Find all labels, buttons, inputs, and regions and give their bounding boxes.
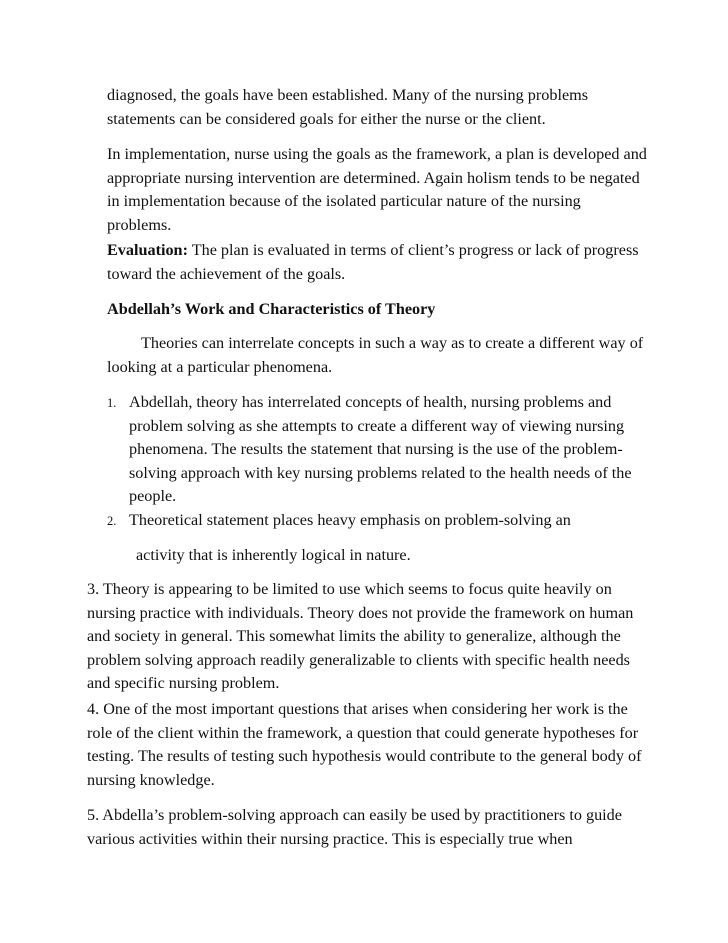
- section-heading: Abdellah’s Work and Characteristics of Theory: [107, 300, 436, 318]
- evaluation-label: Evaluation:: [107, 241, 188, 259]
- evaluation-paragraph: [107, 239, 647, 286]
- list-item-1-number: 1.: [107, 396, 117, 410]
- list-item-1-text: Abdellah, theory has interrelated concepts of health, nursing problems and problem solving as she attempts to create a different way of viewing nursing phenomena. The results the statement that nursing is the use of the problem-solving approach with key nursing problems related to the health needs of the people.: [129, 393, 632, 506]
- list-item-2-number: 2.: [107, 514, 117, 528]
- implementation-paragraph: In implementation, nurse using the goals as the framework, a plan is developed and appropriate nursing intervention are determined. Again holism tends to be negated in implementation because of the isolated particular nature of the nursing problems.: [107, 145, 647, 234]
- point-5-paragraph: 5. Abdella’s problem-solving approach can easily be used by practitioners to guide various activities within their nursing practice. This is especially true when: [87, 806, 622, 848]
- list-item-2-continuation: activity that is inherently logical in nature.: [136, 546, 411, 564]
- point-4-paragraph: 4. One of the most important questions that arises when considering her work is the role of the client within the framework, a question that could generate hypotheses for testing. The results of testing such hypothesis would contribute to the general body of nursing knowledge.: [87, 700, 642, 789]
- continued-paragraph: diagnosed, the goals have been established. Many of the nursing problems statements can be considered goals for either the nurse or the client.: [107, 86, 589, 128]
- point-3-paragraph: 3. Theory is appearing to be limited to use which seems to focus quite heavily on nursing practice with individuals. Theory does not provide the framework on human and society in general. This somewhat limits the ability to generalize, although the problem solving approach readily generalizable to clients with specific health needs and specific nursing problem.: [87, 580, 634, 693]
- evaluation-text: The plan is evaluated in terms of client’s progress or lack of progress toward the achievement of the goals.: [107, 241, 639, 283]
- list-item-2-text: Theoretical statement places heavy emphasis on problem-solving an: [129, 511, 571, 529]
- intro-paragraph: Theories can interrelate concepts in such a way as to create a different way of looking at a particular phenomena.: [107, 334, 644, 376]
